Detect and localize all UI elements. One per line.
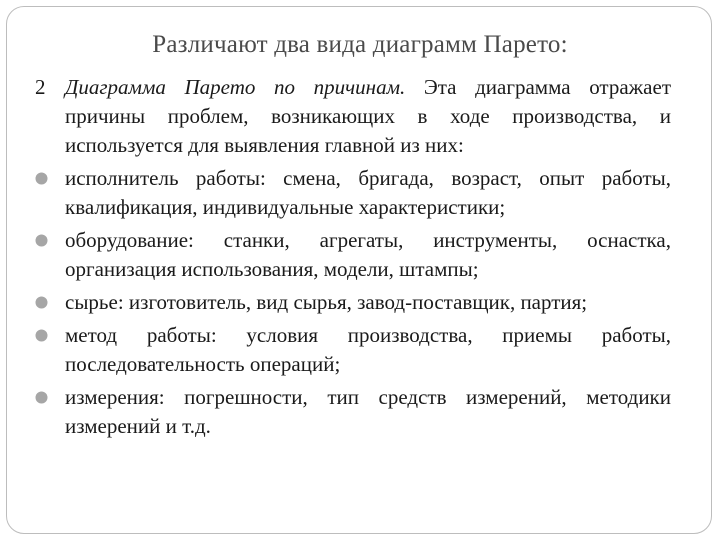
- bullet-icon: [35, 296, 48, 309]
- bullet-text: метод работы: условия производства, приемы работы, последовательность операций;: [65, 323, 671, 376]
- slide: [6, 6, 712, 534]
- bullet-item: [35, 383, 671, 441]
- bullet-item: [35, 164, 671, 222]
- bullet-icon: [35, 172, 48, 185]
- bullet-item: [35, 288, 671, 317]
- bullet-text: сырье: изготовитель, вид сырья, завод-поставщик, партия;: [65, 290, 588, 314]
- bullet-text: оборудование: станки, агрегаты, инструменты, оснастка, организация использования, модели, штампы;: [65, 228, 671, 281]
- item-lead-rest: Эта диаграмма отражает причины проблем, возникающих в ходе производства, и используется для выявления главной из них:: [65, 75, 671, 157]
- numbered-item: [35, 73, 671, 160]
- bullet-icon: [35, 329, 48, 342]
- bullet-icon: [35, 234, 48, 247]
- slide-title: Различают два вида диаграмм Парето:: [152, 31, 568, 58]
- bullet-icon: [35, 391, 48, 404]
- item-lead-italic: Диаграмма Парето по причинам.: [65, 75, 406, 99]
- bullet-text: измерения: погрешности, тип средств измерений, методики измерений и т.д.: [65, 385, 671, 438]
- item-text: [65, 73, 671, 160]
- bullet-item: [35, 226, 671, 284]
- bullet-item: [35, 321, 671, 379]
- bullet-text: исполнитель работы: смена, бригада, возраст, опыт работы, квалификация, индивидуальные характеристики;: [65, 166, 671, 219]
- item-number: 2: [35, 75, 46, 99]
- slide-content: [35, 73, 671, 441]
